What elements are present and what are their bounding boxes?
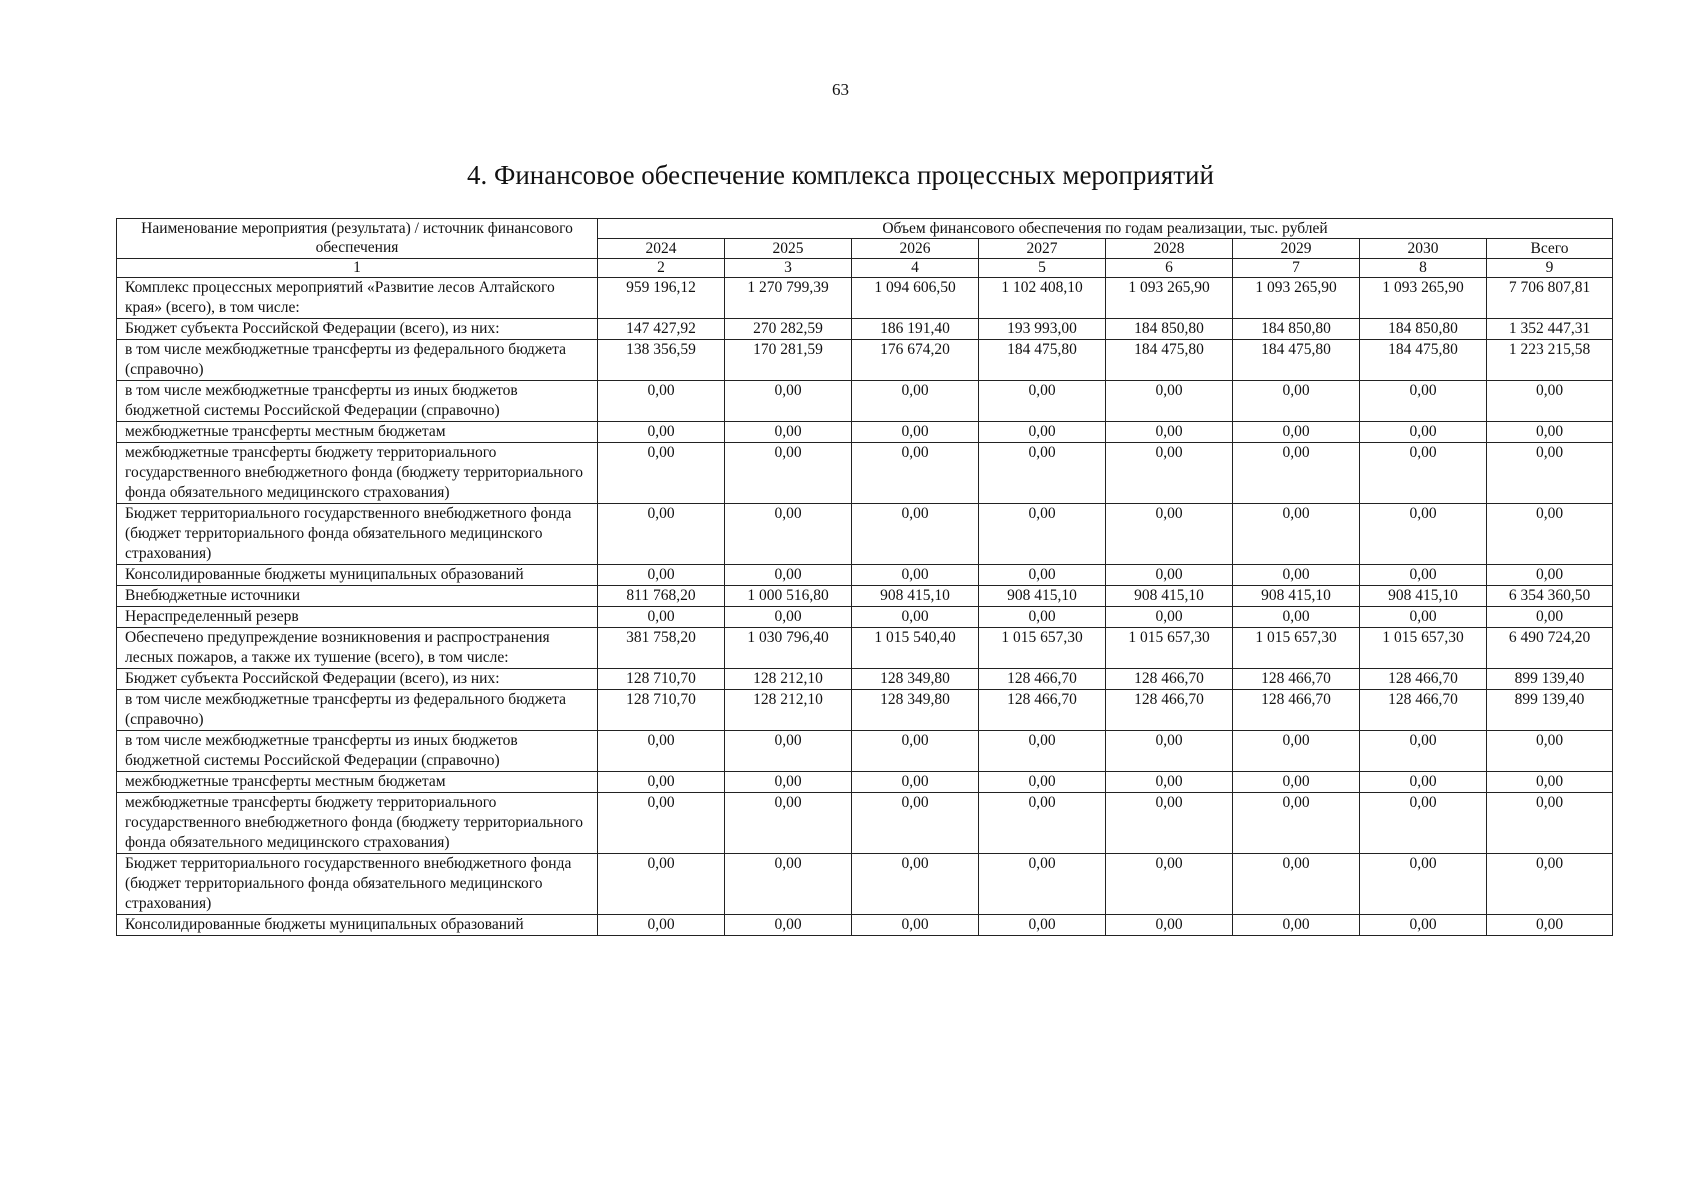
row-name: Бюджет территориального государственного внебюджетного фонда (бюджет территориального фонда обязательного медицинского страхования): [117, 504, 598, 565]
row-value: 184 475,80: [979, 340, 1106, 381]
row-name: Консолидированные бюджеты муниципальных образований: [117, 565, 598, 586]
row-value: 0,00: [598, 422, 725, 443]
row-value: 0,00: [598, 731, 725, 772]
row-value: 0,00: [979, 422, 1106, 443]
row-value: 0,00: [598, 772, 725, 793]
row-value: 0,00: [1233, 915, 1360, 936]
table-row: [117, 319, 1613, 340]
row-value: 128 349,80: [852, 690, 979, 731]
row-value: 0,00: [598, 607, 725, 628]
table-row: [117, 669, 1613, 690]
column-number: 2: [598, 259, 725, 278]
row-value: 0,00: [1106, 422, 1233, 443]
row-value: 959 196,12: [598, 278, 725, 319]
row-value: 1 093 265,90: [1106, 278, 1233, 319]
table-row: [117, 565, 1613, 586]
row-value: 0,00: [979, 607, 1106, 628]
row-value: 0,00: [979, 443, 1106, 504]
row-value: 128 212,10: [725, 669, 852, 690]
row-value: 1 093 265,90: [1360, 278, 1487, 319]
row-value: 0,00: [979, 381, 1106, 422]
row-value: 0,00: [598, 504, 725, 565]
row-value: 0,00: [1233, 772, 1360, 793]
row-total: 0,00: [1487, 915, 1613, 936]
row-value: 0,00: [1233, 731, 1360, 772]
row-value: 1 015 657,30: [979, 628, 1106, 669]
page-number: 63: [832, 80, 849, 99]
row-total: 0,00: [1487, 854, 1613, 915]
header-name: Наименование мероприятия (результата) / источник финансового обеспечения: [117, 219, 598, 259]
header-total: Всего: [1487, 239, 1613, 259]
row-name: в том числе межбюджетные трансферты из федерального бюджета (справочно): [117, 690, 598, 731]
row-total: 7 706 807,81: [1487, 278, 1613, 319]
header-year: 2029: [1233, 239, 1360, 259]
row-value: 1 015 657,30: [1360, 628, 1487, 669]
row-name: Бюджет субъекта Российской Федерации (всего), из них:: [117, 669, 598, 690]
row-value: 0,00: [725, 504, 852, 565]
row-value: 128 466,70: [1233, 669, 1360, 690]
table-row: [117, 340, 1613, 381]
row-value: 0,00: [1106, 772, 1233, 793]
row-value: 0,00: [979, 772, 1106, 793]
row-value: 0,00: [852, 793, 979, 854]
row-value: 1 015 657,30: [1106, 628, 1233, 669]
row-total: 1 223 215,58: [1487, 340, 1613, 381]
row-value: 128 710,70: [598, 669, 725, 690]
row-total: 0,00: [1487, 443, 1613, 504]
table-row: [117, 793, 1613, 854]
row-value: 0,00: [1233, 793, 1360, 854]
row-value: 184 475,80: [1233, 340, 1360, 381]
row-total: 0,00: [1487, 504, 1613, 565]
row-value: 0,00: [1233, 422, 1360, 443]
table-row: [117, 772, 1613, 793]
row-value: 0,00: [598, 381, 725, 422]
row-value: 0,00: [1360, 915, 1487, 936]
row-value: 270 282,59: [725, 319, 852, 340]
row-value: 0,00: [1106, 607, 1233, 628]
table-row: [117, 854, 1613, 915]
row-name: Бюджет территориального государственного внебюджетного фонда (бюджет территориального фонда обязательного медицинского страхования): [117, 854, 598, 915]
row-value: 1 093 265,90: [1233, 278, 1360, 319]
row-total: 0,00: [1487, 381, 1613, 422]
row-value: 0,00: [852, 422, 979, 443]
row-value: 0,00: [852, 731, 979, 772]
header-year: 2030: [1360, 239, 1487, 259]
row-value: 0,00: [1106, 443, 1233, 504]
header-row-top: [117, 219, 1613, 239]
row-value: 0,00: [1360, 854, 1487, 915]
row-value: 0,00: [1233, 607, 1360, 628]
row-value: 0,00: [725, 772, 852, 793]
row-value: 0,00: [1360, 607, 1487, 628]
row-value: 0,00: [1106, 731, 1233, 772]
column-number: 9: [1487, 259, 1613, 278]
row-value: 128 466,70: [979, 669, 1106, 690]
row-value: 0,00: [852, 915, 979, 936]
row-name: Внебюджетные источники: [117, 586, 598, 607]
row-value: 908 415,10: [1233, 586, 1360, 607]
row-value: 0,00: [725, 731, 852, 772]
row-total: 1 352 447,31: [1487, 319, 1613, 340]
row-name: межбюджетные трансферты местным бюджетам: [117, 772, 598, 793]
row-value: 0,00: [725, 793, 852, 854]
row-value: 0,00: [852, 443, 979, 504]
financing-table: [116, 218, 1613, 936]
row-value: 0,00: [1360, 731, 1487, 772]
row-total: 6 354 360,50: [1487, 586, 1613, 607]
row-value: 138 356,59: [598, 340, 725, 381]
row-value: 0,00: [1106, 915, 1233, 936]
table-row: [117, 381, 1613, 422]
row-value: 908 415,10: [852, 586, 979, 607]
row-value: 0,00: [1106, 565, 1233, 586]
header-volume: Объем финансового обеспечения по годам реализации, тыс. рублей: [598, 219, 1613, 239]
row-value: 184 850,80: [1106, 319, 1233, 340]
row-name: Бюджет субъекта Российской Федерации (всего), из них:: [117, 319, 598, 340]
row-value: 0,00: [979, 504, 1106, 565]
row-total: 6 490 724,20: [1487, 628, 1613, 669]
row-value: 0,00: [852, 607, 979, 628]
row-value: 184 475,80: [1360, 340, 1487, 381]
row-name: в том числе межбюджетные трансферты из иных бюджетов бюджетной системы Российской Федерации (справочно): [117, 731, 598, 772]
row-name: Консолидированные бюджеты муниципальных образований: [117, 915, 598, 936]
row-value: 128 466,70: [1360, 669, 1487, 690]
row-name: межбюджетные трансферты бюджету территориального государственного внебюджетного фонда (бюджету территориального фонда обязательного медицинского страхования): [117, 443, 598, 504]
row-value: 0,00: [1360, 422, 1487, 443]
row-value: 128 212,10: [725, 690, 852, 731]
row-total: 0,00: [1487, 772, 1613, 793]
row-value: 170 281,59: [725, 340, 852, 381]
row-value: 0,00: [1233, 443, 1360, 504]
row-value: 0,00: [1233, 381, 1360, 422]
row-value: 0,00: [852, 772, 979, 793]
row-value: 0,00: [852, 854, 979, 915]
row-total: 0,00: [1487, 607, 1613, 628]
row-value: 0,00: [725, 381, 852, 422]
table-row: [117, 731, 1613, 772]
table-row: [117, 915, 1613, 936]
row-name: Обеспечено предупреждение возникновения и распространения лесных пожаров, а также их тушение (всего), в том числе:: [117, 628, 598, 669]
row-value: 128 466,70: [1106, 690, 1233, 731]
row-value: 908 415,10: [979, 586, 1106, 607]
row-value: 1 094 606,50: [852, 278, 979, 319]
row-value: 0,00: [725, 915, 852, 936]
row-value: 0,00: [1360, 443, 1487, 504]
row-value: 0,00: [598, 443, 725, 504]
table-row: [117, 422, 1613, 443]
row-value: 0,00: [852, 504, 979, 565]
table-row: [117, 628, 1613, 669]
row-value: 128 349,80: [852, 669, 979, 690]
row-value: 193 993,00: [979, 319, 1106, 340]
row-value: 0,00: [1233, 504, 1360, 565]
row-total: 0,00: [1487, 731, 1613, 772]
row-value: 1 000 516,80: [725, 586, 852, 607]
table-row: [117, 504, 1613, 565]
header-year: 2028: [1106, 239, 1233, 259]
row-value: 128 466,70: [1106, 669, 1233, 690]
row-value: 0,00: [1233, 854, 1360, 915]
row-value: 176 674,20: [852, 340, 979, 381]
row-value: 0,00: [725, 854, 852, 915]
column-number: 3: [725, 259, 852, 278]
header-year: 2024: [598, 239, 725, 259]
column-number: 7: [1233, 259, 1360, 278]
row-value: 1 015 657,30: [1233, 628, 1360, 669]
row-value: 0,00: [725, 607, 852, 628]
row-total: 899 139,40: [1487, 669, 1613, 690]
row-value: 1 270 799,39: [725, 278, 852, 319]
column-number: 5: [979, 259, 1106, 278]
row-name: Комплекс процессных мероприятий «Развитие лесов Алтайского края» (всего), в том числе:: [117, 278, 598, 319]
row-value: 0,00: [725, 443, 852, 504]
row-value: 184 475,80: [1106, 340, 1233, 381]
row-value: 0,00: [852, 565, 979, 586]
row-value: 0,00: [598, 915, 725, 936]
row-total: 0,00: [1487, 422, 1613, 443]
row-value: 0,00: [598, 854, 725, 915]
row-value: 1 015 540,40: [852, 628, 979, 669]
table-body: [117, 278, 1613, 936]
row-value: 0,00: [1360, 381, 1487, 422]
row-value: 0,00: [1106, 854, 1233, 915]
row-total: 0,00: [1487, 565, 1613, 586]
row-value: 0,00: [979, 731, 1106, 772]
header-year: 2025: [725, 239, 852, 259]
row-value: 128 466,70: [979, 690, 1106, 731]
header-year: 2027: [979, 239, 1106, 259]
row-name: Нераспределенный резерв: [117, 607, 598, 628]
row-value: 0,00: [979, 854, 1106, 915]
row-value: 0,00: [725, 565, 852, 586]
row-value: 0,00: [852, 381, 979, 422]
column-number: 8: [1360, 259, 1487, 278]
row-value: 128 466,70: [1233, 690, 1360, 731]
row-value: 0,00: [1360, 793, 1487, 854]
column-number: 4: [852, 259, 979, 278]
row-value: 0,00: [979, 915, 1106, 936]
row-name: межбюджетные трансферты бюджету территориального государственного внебюджетного фонда (бюджету территориального фонда обязательного медицинского страхования): [117, 793, 598, 854]
row-value: 0,00: [1106, 793, 1233, 854]
row-value: 128 710,70: [598, 690, 725, 731]
row-value: 0,00: [1233, 565, 1360, 586]
column-number: 6: [1106, 259, 1233, 278]
row-value: 0,00: [1106, 504, 1233, 565]
row-value: 184 850,80: [1233, 319, 1360, 340]
row-value: 1 030 796,40: [725, 628, 852, 669]
row-value: 0,00: [979, 793, 1106, 854]
row-value: 811 768,20: [598, 586, 725, 607]
row-value: 147 427,92: [598, 319, 725, 340]
table-row: [117, 443, 1613, 504]
table-row: [117, 690, 1613, 731]
column-number: 1: [117, 259, 598, 278]
row-value: 184 850,80: [1360, 319, 1487, 340]
row-name: в том числе межбюджетные трансферты из федерального бюджета (справочно): [117, 340, 598, 381]
row-name: в том числе межбюджетные трансферты из иных бюджетов бюджетной системы Российской Федерации (справочно): [117, 381, 598, 422]
section-title: 4. Финансовое обеспечение комплекса процессных мероприятий: [467, 160, 1214, 190]
row-value: 0,00: [1360, 504, 1487, 565]
row-value: 0,00: [598, 565, 725, 586]
row-value: 1 102 408,10: [979, 278, 1106, 319]
row-name: межбюджетные трансферты местным бюджетам: [117, 422, 598, 443]
row-value: 0,00: [979, 565, 1106, 586]
row-value: 381 758,20: [598, 628, 725, 669]
row-value: 908 415,10: [1106, 586, 1233, 607]
row-total: 0,00: [1487, 793, 1613, 854]
row-value: 0,00: [598, 793, 725, 854]
row-value: 0,00: [1360, 565, 1487, 586]
table-row: [117, 586, 1613, 607]
row-value: 908 415,10: [1360, 586, 1487, 607]
row-value: 186 191,40: [852, 319, 979, 340]
row-value: 0,00: [1360, 772, 1487, 793]
table-row: [117, 607, 1613, 628]
row-total: 899 139,40: [1487, 690, 1613, 731]
row-value: 128 466,70: [1360, 690, 1487, 731]
column-numbers-row: [117, 259, 1613, 278]
row-value: 0,00: [725, 422, 852, 443]
row-value: 0,00: [1106, 381, 1233, 422]
header-year: 2026: [852, 239, 979, 259]
table-row: [117, 278, 1613, 319]
